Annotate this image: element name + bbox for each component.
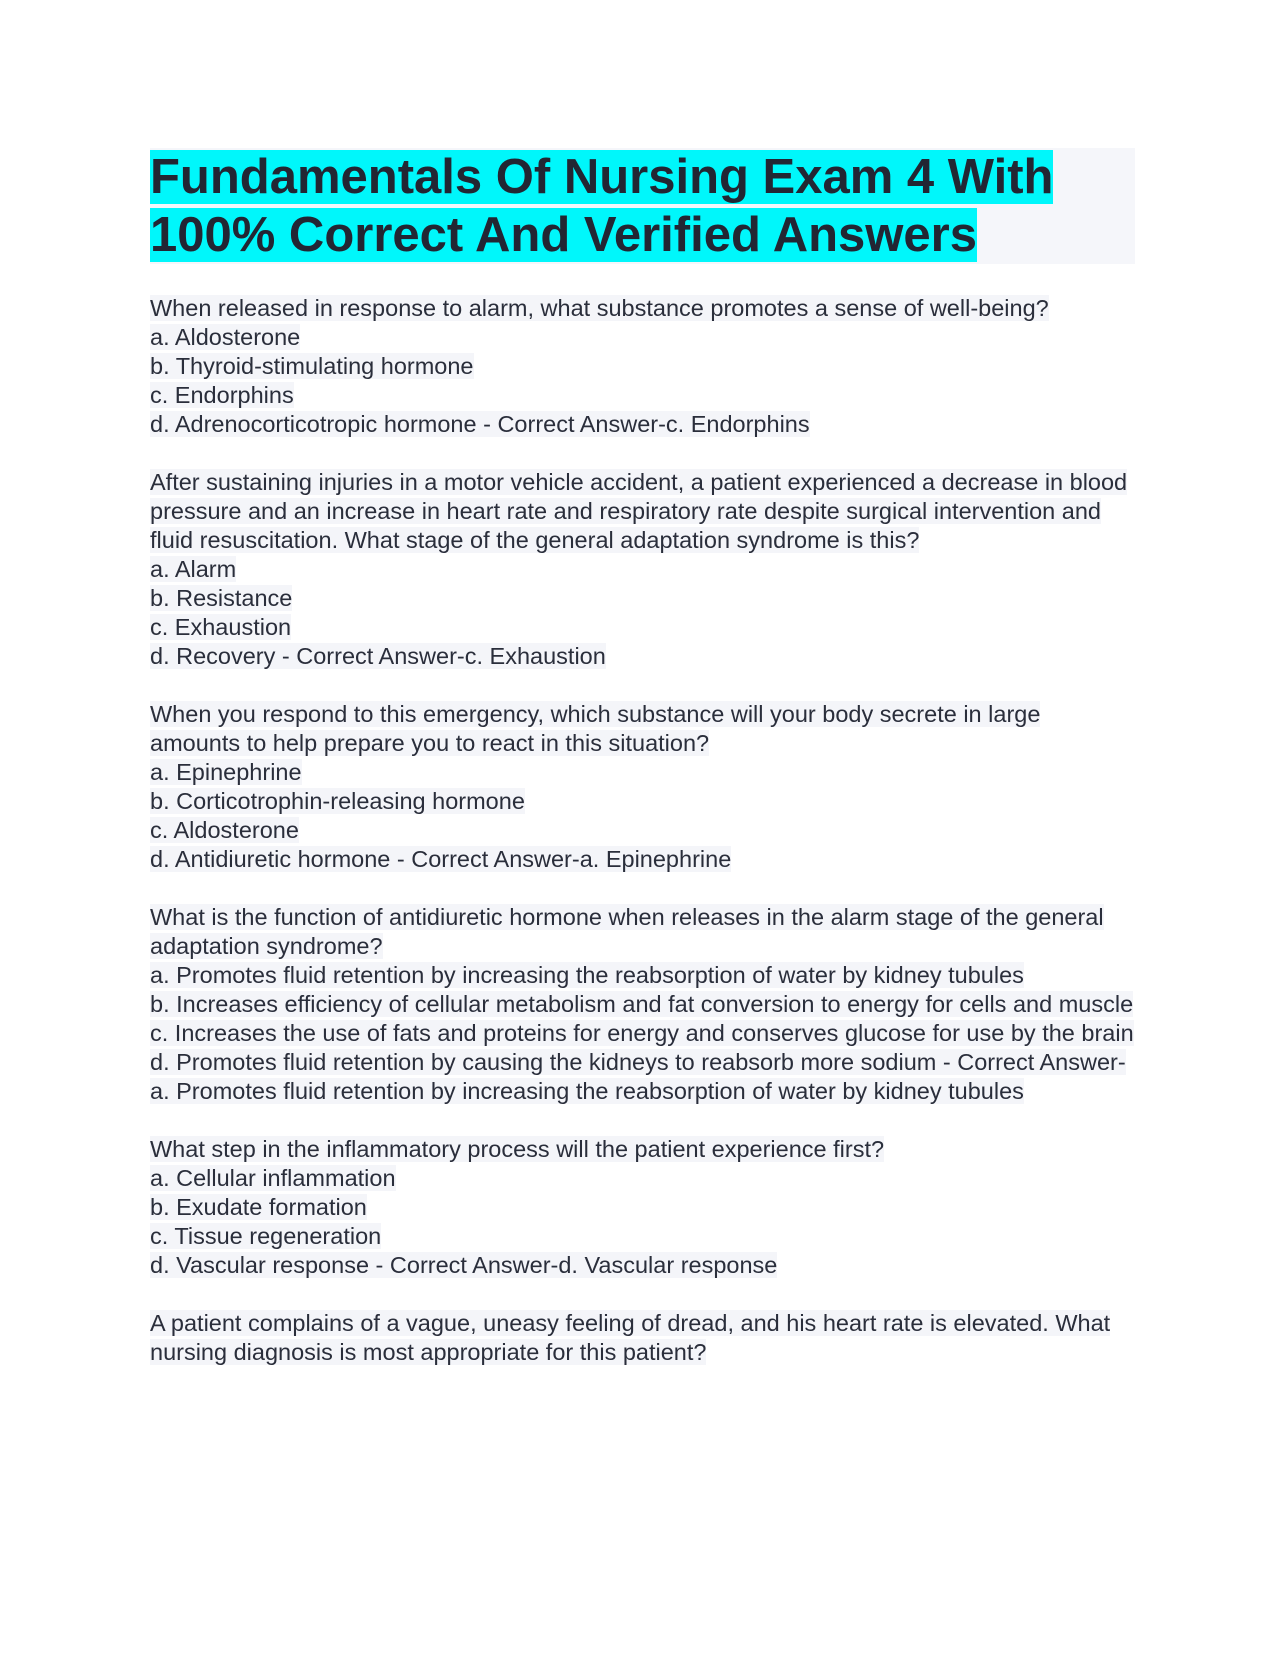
answer-option-with-correct-answer: d. Recovery - Correct Answer-c. Exhaustion xyxy=(150,643,606,669)
title-highlight: Fundamentals Of Nursing Exam 4 With 100% Correct And Verified Answers xyxy=(150,150,1054,262)
answer-option: c. Tissue regeneration xyxy=(150,1223,382,1249)
answer-option: a. Promotes fluid retention by increasing the reabsorption of water by kidney tubules xyxy=(150,962,1024,988)
question-list xyxy=(150,294,1135,1367)
answer-option: c. Exhaustion xyxy=(150,614,292,640)
question-text: A patient complains of a vague, uneasy feeling of dread, and his heart rate is elevated. What nursing diagnosis is most appropriate for this patient? xyxy=(150,1310,1111,1365)
question-text: When released in response to alarm, what substance promotes a sense of well-being? xyxy=(150,295,1049,321)
answer-option: b. Corticotrophin-releasing hormone xyxy=(150,788,525,814)
answer-option: a. Epinephrine xyxy=(150,759,302,785)
answer-option: b. Resistance xyxy=(150,585,293,611)
question-text: What is the function of antidiuretic hormone when releases in the alarm stage of the general adaptation syndrome? xyxy=(150,904,1104,959)
question-block-5 xyxy=(150,1135,1135,1280)
answer-option-with-correct-answer: d. Promotes fluid retention by causing the kidneys to reabsorb more sodium - Correct Answer-a. Promotes fluid retention by increasing the reabsorption of water by kidney tubules xyxy=(150,1049,1126,1104)
question-text: After sustaining injuries in a motor vehicle accident, a patient experienced a decrease in blood pressure and an increase in heart rate and respiratory rate despite surgical intervention and fluid resuscitation. What stage of the general adaptation syndrome is this? xyxy=(150,469,1128,553)
question-block-2 xyxy=(150,468,1135,671)
question-block-6 xyxy=(150,1309,1135,1367)
answer-option: c. Endorphins xyxy=(150,382,294,408)
answer-option: c. Increases the use of fats and proteins for energy and conserves glucose for use by the brain xyxy=(150,1020,1134,1046)
answer-option: a. Alarm xyxy=(150,556,237,582)
question-text: When you respond to this emergency, which substance will your body secrete in large amounts to help prepare you to react in this situation? xyxy=(150,701,1041,756)
answer-option-with-correct-answer: d. Adrenocorticotropic hormone - Correct Answer-c. Endorphins xyxy=(150,411,810,437)
document-title xyxy=(150,148,1135,264)
answer-option: b. Thyroid-stimulating hormone xyxy=(150,353,474,379)
title-block xyxy=(150,148,1135,264)
question-text: What step in the inflammatory process will the patient experience first? xyxy=(150,1136,885,1162)
question-block-4 xyxy=(150,903,1135,1106)
answer-option: c. Aldosterone xyxy=(150,817,299,843)
answer-option: b. Exudate formation xyxy=(150,1194,367,1220)
answer-option: a. Cellular inflammation xyxy=(150,1165,396,1191)
answer-option-with-correct-answer: d. Vascular response - Correct Answer-d. Vascular response xyxy=(150,1252,778,1278)
answer-option: a. Aldosterone xyxy=(150,324,301,350)
answer-option-with-correct-answer: d. Antidiuretic hormone - Correct Answer-a. Epinephrine xyxy=(150,846,732,872)
answer-option: b. Increases efficiency of cellular metabolism and fat conversion to energy for cells and muscle xyxy=(150,991,1134,1017)
question-block-1 xyxy=(150,294,1135,439)
question-block-3 xyxy=(150,700,1135,874)
document-page xyxy=(150,148,1135,1396)
